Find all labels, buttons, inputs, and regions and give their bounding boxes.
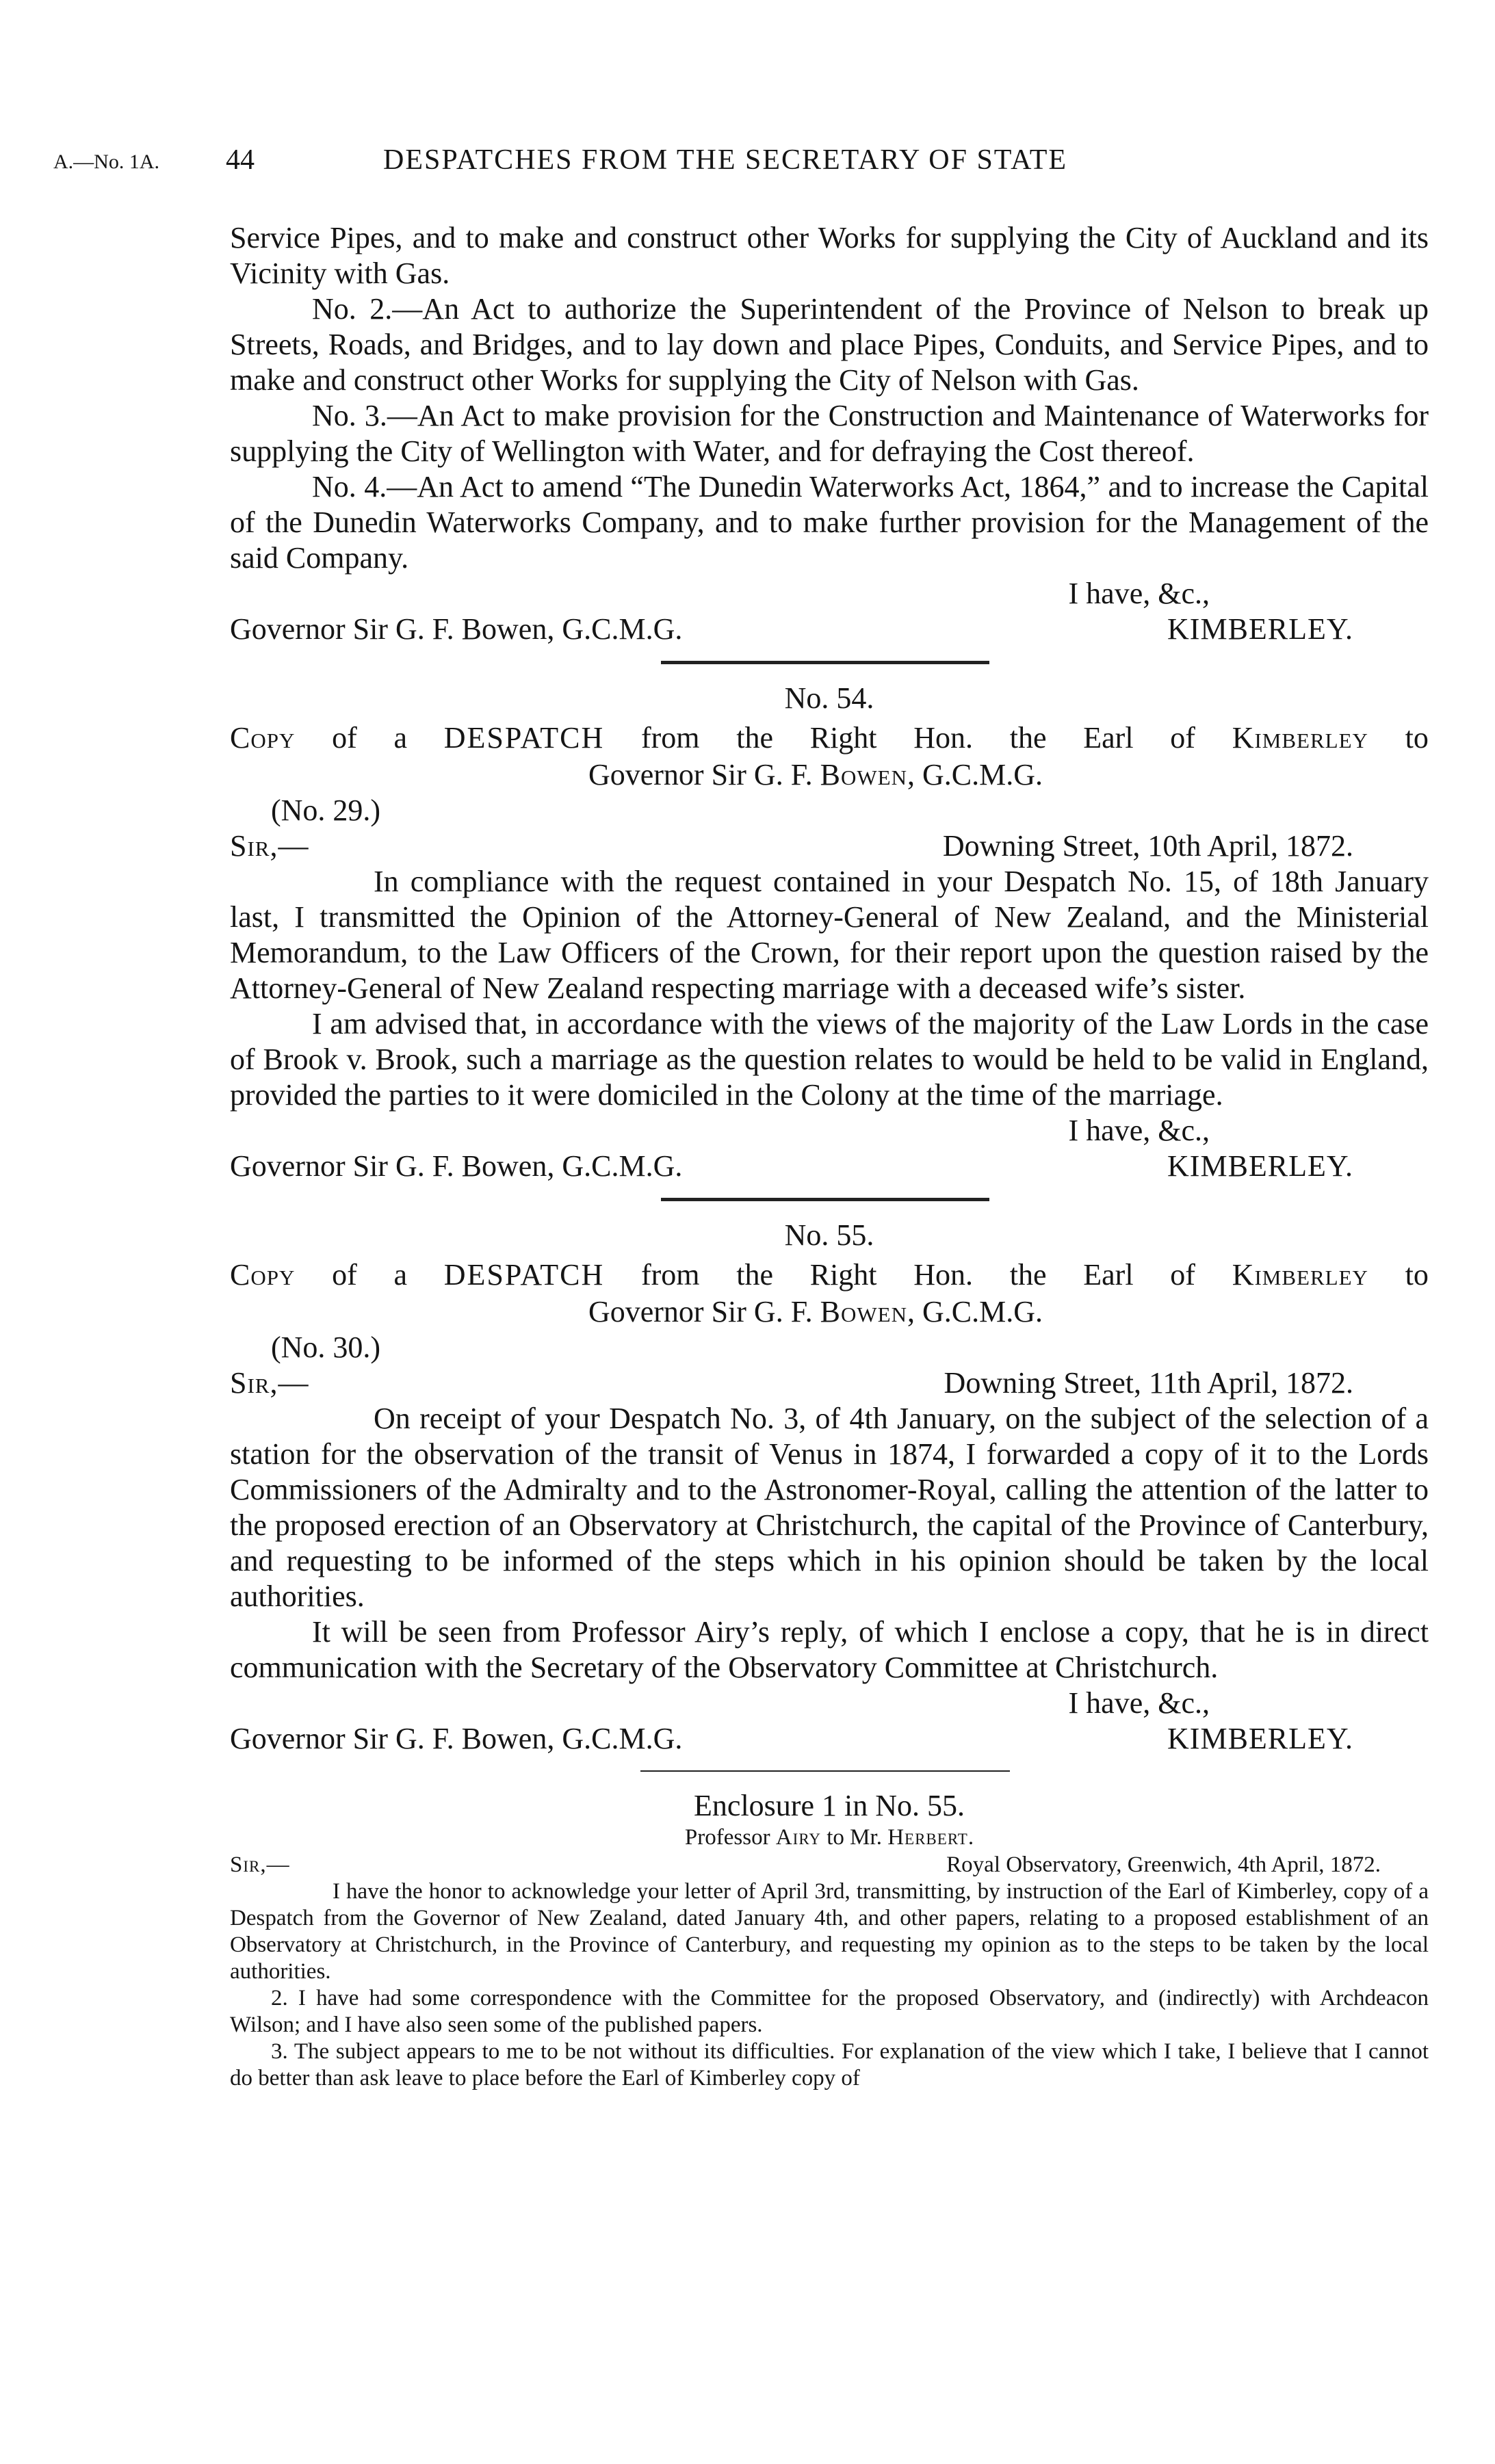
despatch-ref-number: (No. 29.) (271, 794, 381, 827)
paragraph-act-no2: No. 2.—An Act to authorize the Superintendent of the Province of Nelson to break up Streets, Roads, and Bridges, and to lay down and place Pipes, Conduits, and Service Pipes, and to make and construct other Works for supplying the City of Nelson with Gas. (230, 292, 1429, 397)
heading-word: of (332, 721, 357, 755)
paragraph-act-no3: No. 3.—An Act to make provision for the Construction and Maintenance of Waterworks for supplying the City of Wellington with Water, and for defraying the Cost thereof. (230, 399, 1429, 468)
closing-formula: I have, &c., (1068, 1114, 1210, 1147)
heading-word: to (1405, 1258, 1429, 1292)
signature-block (230, 576, 1429, 647)
heading-word: Earl (1083, 721, 1134, 755)
addressee: Governor Sir G. F. Bowen, G.C.M.G. (230, 1149, 683, 1183)
running-title: DESPATCHES FROM THE SECRETARY OF STATE (383, 144, 1068, 176)
addressee: Governor Sir G. F. Bowen, G.C.M.G. (230, 1722, 683, 1755)
despatch-number: No. 55. (784, 1218, 874, 1252)
paragraph: I have the honor to acknowledge your letter of April 3rd, transmitting, by instruction of the Earl of Kimberley, copy of a Despatch from the Governor of New Zealand, dated January 4th, and other papers, relating to a proposed establishment of an Observatory at Christchurch, in the Province of Canterbury, and requesting my opinion as to the steps to be taken by the local authorities. (230, 1879, 1429, 1984)
despatch-ref-number: (No. 30.) (271, 1331, 381, 1364)
signature-block (230, 1113, 1429, 1184)
paragraph: 3. The subject appears to me to be not without its difficulties. For explanation of the view which I take, I believe that I cannot do better than ask leave to place before the Earl of Kimberley copy of (230, 2039, 1429, 2091)
enclosure-from (230, 1824, 1429, 1851)
heading-word: DESPATCH (443, 1258, 605, 1292)
heading-word: Copy (230, 721, 296, 755)
paragraph-continuation: Service Pipes, and to make and construct other Works for supplying the City of Auckland and its Vicinity with Gas. (230, 221, 1429, 290)
recipient-text: Governor Sir G. F. (588, 1295, 820, 1328)
despatch-recipient (230, 757, 1429, 793)
signatory: KIMBERLEY. (1167, 1149, 1353, 1183)
section-divider (661, 661, 989, 664)
sender-name: Airy (775, 1825, 822, 1850)
recipient-name: Herbert (887, 1825, 968, 1850)
despatch-54 (230, 681, 1429, 1184)
salutation: Sir,— (230, 829, 309, 863)
salutation-line (230, 1851, 1429, 1878)
addressee: Governor Sir G. F. Bowen, G.C.M.G. (230, 612, 683, 646)
recipient-honours: , G.C.M.G. (907, 758, 1043, 791)
closing-formula: I have, &c., (1068, 1686, 1210, 1720)
from-text: Professor (684, 1825, 776, 1850)
enclosure-section (230, 1788, 1429, 2092)
from-text: to Mr. (821, 1825, 888, 1850)
salutation: Sir,— (230, 1366, 309, 1400)
heading-word: the (1009, 721, 1047, 755)
signature-block (230, 1686, 1429, 1757)
heading-word: from (640, 721, 700, 755)
letter-date: Royal Observatory, Greenwich, 4th April, 1872. (946, 1852, 1381, 1877)
paragraph: In compliance with the request contained in your Despatch No. 15, of 18th January last, I transmitted the Opinion of the Attorney-General of New Zealand, and the Ministerial Memorandum, to the Law Officers of the Crown, for their report upon the question raised by the Attorney-General of New Zealand respecting marriage with a deceased wife’s sister. (230, 865, 1429, 1005)
paragraph: I am advised that, in accordance with the views of the majority of the Law Lords in the case of Brook v. Brook, such a marriage as the question relates to would be held to be valid in England, provided the parties to it were domiciled in the Colony at the time of the marriage. (230, 1007, 1429, 1112)
heading-word: from (640, 1258, 700, 1292)
heading-word: the (736, 1258, 773, 1292)
paragraph: 2. I have had some correspondence with the Committee for the proposed Observatory, and (indirectly) with Archdeacon Wilson; and I have also seen some of the published papers. (230, 1986, 1429, 2037)
paragraph-act-no4: No. 4.—An Act to amend “The Dunedin Waterworks Act, 1864,” and to increase the Capital of the Dunedin Waterworks Company, and to make further provision for the Management of the said Company. (230, 470, 1429, 575)
heading-word: Kimberley (1232, 1258, 1368, 1292)
recipient-surname: Bowen (820, 1295, 907, 1328)
despatch-number: No. 54. (784, 681, 874, 715)
document-reference: A.—No. 1A. (53, 150, 159, 173)
heading-word: of (1170, 1258, 1195, 1292)
heading-word: Right (809, 721, 877, 755)
recipient-surname: Bowen (820, 758, 907, 791)
despatch-heading (230, 1256, 1429, 1294)
signatory: KIMBERLEY. (1167, 612, 1353, 646)
salutation-line (230, 1365, 1429, 1401)
heading-word: of (332, 1258, 357, 1292)
heading-word: Right (809, 1258, 877, 1292)
heading-word: a (393, 721, 408, 755)
paragraph: It will be seen from Professor Airy’s reply, of which I enclose a copy, that he is in direct communication with the Secretary of the Observatory Committee at Christchurch. (230, 1615, 1429, 1684)
heading-word: DESPATCH (443, 721, 605, 755)
page-header (0, 141, 1495, 182)
closing-formula: I have, &c., (1068, 577, 1210, 610)
heading-word: a (393, 1258, 408, 1292)
section-divider (640, 1770, 1010, 1772)
from-text: . (967, 1825, 974, 1850)
heading-word: to (1405, 721, 1429, 755)
despatch-date: Downing Street, 11th April, 1872. (944, 1366, 1353, 1400)
heading-word: Hon. (913, 1258, 974, 1292)
enclosure-title: Enclosure 1 in No. 55. (694, 1789, 965, 1822)
salutation: Sir,— (230, 1852, 290, 1877)
page-number: 44 (226, 144, 255, 176)
heading-word: of (1170, 721, 1195, 755)
salutation-line (230, 828, 1429, 864)
intro-section (230, 220, 1429, 647)
despatch-recipient (230, 1294, 1429, 1330)
document-body (230, 220, 1429, 2092)
paragraph: On receipt of your Despatch No. 3, of 4th January, on the subject of the selection of a station for the observation of the transit of Venus in 1874, I forwarded a copy of it to the Lords Commissioners of the Admiralty and to the Astronomer-Royal, calling the attention of the latter to the proposed erection of an Observatory at Christchurch, the capital of the Province of Canterbury, and requesting to be informed of the steps which in his opinion should be taken by the local authorities. (230, 1402, 1429, 1613)
despatch-heading (230, 719, 1429, 757)
heading-word: Kimberley (1232, 721, 1368, 755)
heading-word: Copy (230, 1258, 296, 1292)
despatch-date: Downing Street, 10th April, 1872. (942, 829, 1353, 863)
despatch-55 (230, 1218, 1429, 1757)
heading-word: Hon. (913, 721, 974, 755)
heading-word: the (1009, 1258, 1047, 1292)
heading-word: the (736, 721, 773, 755)
recipient-text: Governor Sir G. F. (588, 758, 820, 791)
recipient-honours: , G.C.M.G. (907, 1295, 1043, 1328)
section-divider (661, 1198, 989, 1201)
heading-word: Earl (1083, 1258, 1134, 1292)
signatory: KIMBERLEY. (1167, 1722, 1353, 1755)
